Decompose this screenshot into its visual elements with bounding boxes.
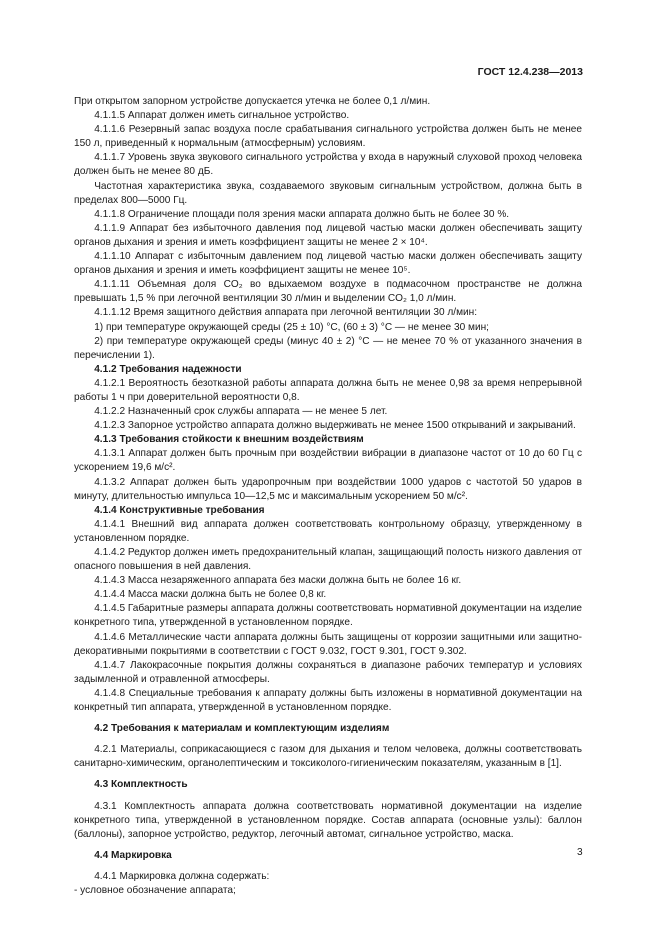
paragraph: 4.1.3.1 Аппарат должен быть прочным при воздействии вибрации в диапазоне частот от 10 до 60 Гц с ускорением 19,6 м/с². [74,448,582,474]
paragraph: 4.1.2.1 Вероятность безотказной работы аппарата должна быть не менее 0,98 за время непрерывной работы 1 ч при доверительной вероятности 0,8. [74,377,582,403]
section-heading: 4.2 Требования к материалам и комплектующим изделиям [94,723,390,735]
section-heading: 4.1.2 Требования надежности [94,363,242,375]
paragraph: 4.4.1 Маркировка должна содержать: [94,870,270,882]
document-code: ГОСТ 12.4.238—2013 [477,66,583,78]
paragraph: 4.1.1.5 Аппарат должен иметь сигнальное устройство. [94,110,350,122]
paragraph: 4.1.4.1 Внешний вид аппарата должен соответствовать контрольному образцу, утвержденному в установленном порядке. [74,518,582,544]
paragraph: 4.1.1.10 Аппарат с избыточным давлением под лицевой частью маски должен обеспечивать защиту органов дыхания и зрения и иметь коэффициент защиты не менее 10⁵. [74,251,582,277]
paragraph: 4.1.4.8 Специальные требования к аппарату должны быть изложены в нормативной документации на конкретный тип аппарата, утвержденной в установленном порядке. [74,687,582,714]
section-heading: 4.1.3 Требования стойкости к внешним воздействиям [94,434,364,446]
paragraph: 4.1.2.2 Назначенный срок службы аппарата — не менее 5 лет. [94,406,388,418]
section-heading: 4.4 Маркировка [94,849,172,861]
paragraph: 4.2.1 Материалы, соприкасающиеся с газом для дыхания и телом человека, должны соответствовать санитарно-химическим, органолептическим и токсиколого-гигиеническим показателям, указанным в [1]. [74,744,582,770]
paragraph: 4.1.3.2 Аппарат должен быть ударопрочным при воздействии 1000 ударов с частотой 50 ударов в минуту, длительностью импульса 10—12,5 мс и максимальным ускорением 50 м/с². [74,476,582,502]
document-body [74,95,582,898]
list-item: 1) при температуре окружающей среды (25 ± 10) °С, (60 ± 3) °С — не менее 30 мин; [94,321,489,333]
paragraph: 4.1.4.5 Габаритные размеры аппарата должны соответствовать нормативной документации на изделие конкретного типа, утвержденной в установленном порядке. [74,603,582,629]
paragraph: Частотная характеристика звука, создаваемого звуковым сигнальным устройством, должна быть в пределах 800—5000 Гц. [74,180,582,206]
paragraph: 4.1.2.3 Запорное устройство аппарата должно выдерживать не менее 1500 открываний и закрываний. [94,420,576,432]
paragraph: 4.1.4.4 Масса маски должна быть не более 0,8 кг. [94,589,327,601]
paragraph: 4.3.1 Комплектность аппарата должна соответствовать нормативной документации на изделие конкретного типа, утвержденной в установленном порядке. Состав аппарата (основные узлы): баллон (баллоны), запорное устройство, редуктор, легочный автомат, сигнальное устройство, маска. [74,800,582,840]
paragraph: 4.1.1.7 Уровень звука звукового сигнального устройства у входа в наружный слуховой проход человека должен быть не менее 80 дБ. [74,152,582,178]
section-heading: 4.1.4 Конструктивные требования [94,504,265,516]
page-number: 3 [577,847,583,858]
paragraph: 4.1.4.3 Масса незаряженного аппарата без маски должна быть не более 16 кг. [94,575,462,587]
paragraph: 4.1.1.11 Объемная доля CO₂ во вдыхаемом воздухе в подмасочном пространстве не должна превышать 1,5 % при легочной вентиляции 30 л/мин и выделении CO₂ 1,0 л/мин. [74,279,582,305]
paragraph: 4.1.4.2 Редуктор должен иметь предохранительный клапан, защищающий полость низкого давления от опасного повышения в ней давления. [74,547,582,573]
paragraph: 4.1.4.6 Металлические части аппарата должны быть защищены от коррозии защитными или защитно-декоративными покрытиями в соответствии с ГОСТ 9.032, ГОСТ 9.301, ГОСТ 9.302. [74,631,582,657]
paragraph: 4.1.1.9 Аппарат без избыточного давления под лицевой частью маски должен обеспечивать защиту органов дыхания и зрения и иметь коэффициент защиты не менее 2 × 10⁴. [74,222,582,248]
list-item: 2) при температуре окружающей среды (минус 40 ± 2) °С — не менее 70 % от указанного значения в перечислении 1). [74,335,582,361]
paragraph: 4.1.1.12 Время защитного действия аппарата при легочной вентиляции 30 л/мин: [94,307,478,319]
paragraph: 4.1.1.6 Резервный запас воздуха после срабатывания сигнального устройства должен быть не менее 150 л, приведенный к нормальным (атмосферным) условиям. [74,124,582,150]
section-heading: 4.3 Комплектность [94,779,188,791]
paragraph: 4.1.4.7 Лакокрасочные покрытия должны сохраняться в диапазоне рабочих температур и условиях задымленной и отравленной атмосферы. [74,659,582,685]
paragraph: 4.1.1.8 Ограничение площади поля зрения маски аппарата должно быть не более 30 %. [94,208,510,220]
paragraph: При открытом запорном устройстве допускается утечка не более 0,1 л/мин. [74,96,431,107]
list-item: - условное обозначение аппарата; [74,884,236,896]
